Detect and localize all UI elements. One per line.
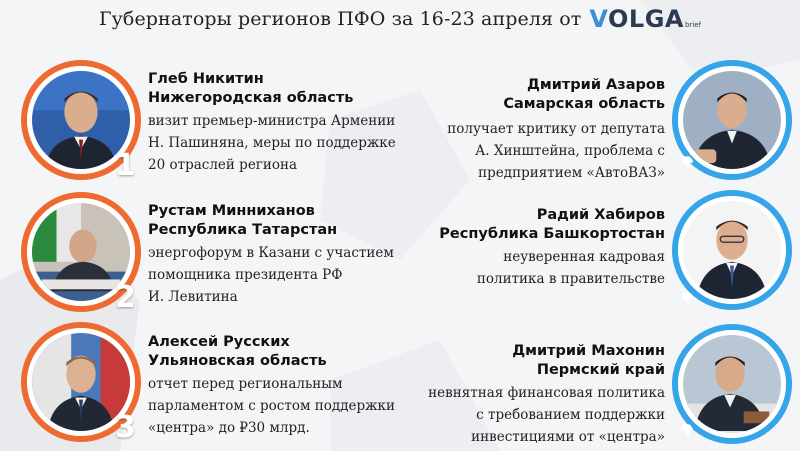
governor-region: Республика Башкортостан xyxy=(439,226,665,242)
description-line: помощника президента РФ xyxy=(148,267,343,283)
header xyxy=(0,4,800,34)
description-line: «центра» до ₽30 млрд. xyxy=(148,420,310,436)
rank-badge: 2 xyxy=(115,280,136,315)
person-photo-icon xyxy=(683,335,781,433)
governor-region: Самарская область xyxy=(503,96,665,112)
description-line: энергофорум в Казани с участием xyxy=(148,245,394,261)
description-line: невнятная финансовая политика xyxy=(428,385,665,401)
description-line: И. Левитина xyxy=(148,289,238,305)
rank-badge: 1 xyxy=(115,148,136,183)
description-line: отчет перед региональным xyxy=(148,376,343,392)
governor-name: Рустам Минниханов xyxy=(148,203,315,219)
governor-region: Нижегородская область xyxy=(148,90,354,106)
governor-region: Ульяновская область xyxy=(148,353,327,369)
governor-name: Дмитрий Махонин xyxy=(512,343,665,359)
description-line: А. Хинштейна, проблема с xyxy=(475,143,665,159)
description-line: предприятием «АвтоВАЗ» xyxy=(478,165,665,181)
volga-brief-logo: VOLGA brief xyxy=(589,5,702,33)
description-line: Н. Пашиняна, меры по поддержке xyxy=(148,135,396,151)
description-line: визит премьер-министра Армении xyxy=(148,113,396,129)
thumbs-down-icon xyxy=(678,152,698,172)
description-line: 20 отраслей региона xyxy=(148,157,298,173)
page-title: Губернаторы регионов ПФО за 16-23 апреля от xyxy=(98,8,582,30)
description-line: политика в правительстве xyxy=(476,271,665,287)
description-line: неуверенная кадровая xyxy=(503,249,665,265)
description-line: парламентом с ростом поддержки xyxy=(148,398,395,414)
rank-badge: 3 xyxy=(115,410,136,445)
governor-region: Пермский край xyxy=(536,362,665,378)
thumbs-down-icon xyxy=(678,420,698,440)
governor-name: Глеб Никитин xyxy=(148,71,264,87)
governor-name: Алексей Русских xyxy=(148,334,290,350)
person-photo-icon xyxy=(683,201,781,299)
governor-region: Республика Татарстан xyxy=(148,222,338,238)
thumbs-down-icon xyxy=(678,288,698,308)
description-line: инвестициями от «центра» xyxy=(471,429,665,445)
governor-name: Дмитрий Азаров xyxy=(526,77,665,93)
description-line: получает критику от депутата xyxy=(447,121,665,137)
governor-name: Радий Хабиров xyxy=(536,207,665,223)
description-line: с требованием поддержки xyxy=(476,407,665,423)
